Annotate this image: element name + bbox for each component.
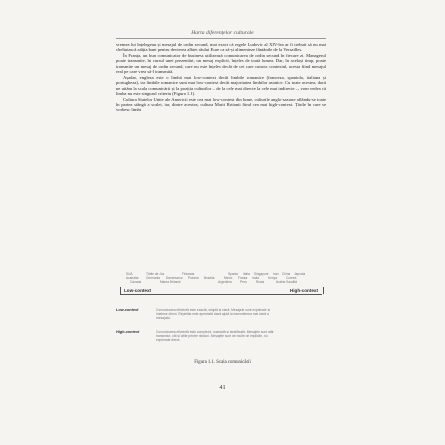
country-label: Polonia [188,276,199,280]
country-label: Brazilia [204,276,215,280]
country-label: Coreea [286,276,297,280]
country-label: Finlanda [182,272,195,276]
legend-row-high [116,330,326,352]
country-label: Rusia [256,280,265,284]
country-row-3 [116,280,326,286]
country-label: Australia [126,276,139,280]
legend-row-low [116,308,326,330]
header-rule [116,38,326,39]
figure-caption: Figura 1.1. Scala comunicării [194,360,251,365]
country-label: Kenya [268,276,278,280]
high-context-label: High-context [289,288,318,293]
running-header: Harta diferențelor culturale [191,30,254,36]
country-label: Marea Britanie [160,280,181,284]
scale-axis-line [120,294,322,295]
country-label: Peru [240,280,247,284]
page-number: 41 [219,384,226,391]
country-label: Țările de Jos [146,272,165,276]
legend-desc-low: Comunicarea eficientă este exactă, simplă și clară. Mesajele sunt exprimate și înțelese direct. Repetiția este apreciată dacă ajută la transmiterea mai clară a mesajului. [156,308,271,321]
country-label: Singapore [254,272,269,276]
country-label: Arabia Saudită [276,280,297,284]
legend-term-high: High-context [116,330,140,334]
low-context-label: Low-context [124,288,152,293]
country-label: China [282,272,291,276]
legend-term-low: Low-context [116,308,139,312]
paragraph-4: Cultura Statelor Unite ale Americii este cea mai low-context din lume, culturile anglo-saxone aflându-se toate în partea stângă a scalei, iar, dintre acestea, cultura Marii Britanii fiind cea mai high-context. Țările în care se vorbesc limbi [116,96,326,113]
paragraph-1: vremea lui înțelegeau și mesajul de ordin secund, mai exact că regele Ludovic al XIV-lea ar fi trebuit să nu mai cheltuiască atâția bani pentru devierea albiei râului Eure ca să-și alimenteze fântânile de la Versailles. [116,42,326,53]
country-label: Franța [238,276,248,280]
country-label: Spania [228,272,238,276]
country-label: Danemarca [166,276,183,280]
country-label: Japonia [294,272,306,276]
country-label: Iran [273,272,279,276]
country-label: Italia [243,272,250,276]
body-text [116,42,326,113]
paragraph-3: Așadar, engleza este o limbă mai low-context decât limbile romanice (franceza, spaniola, italiana și portugheza), iar limbile romanice sunt mai low-context decât majoritatea limbilor asiatice. Cu toate acestea, dacă ne uităm la scala comunicării și la poziția culturilor – de la cele mai directe la cele mai indirecte –, vom vedea că limba nu este singurul criteriu (Figura 1.1). [116,74,326,97]
country-label: Argentina [218,280,232,284]
scale-legend [116,308,326,352]
country-label: Canada [130,280,142,284]
country-label: Mexic [224,276,233,280]
country-label: SUA [126,272,133,276]
country-label: India [252,276,259,280]
country-label: Germania [146,276,160,280]
paragraph-2: În Franța, un bun comunicator de business utilizează comunicarea de ordin secund în fiecare zi. Managerul poate transmite, în cursul unei prezentări, un mesaj explicit, înțeles de toată lumea. Dar, în același timp, poate transmite un mesaj de ordin secund, care nu este înțeles decât de cei care cunosc contextul, acesta fiind mesajul real pe care vrea să-l transmită. [116,52,326,75]
legend-desc-high: Comunicarea eficientă este complexă, nuanțată și stratificată. Mesajele sunt atât transmise, cât și citite printre rânduri. Mesajele sunt de multe ori implicite, nu exprimate direct. [156,330,274,343]
